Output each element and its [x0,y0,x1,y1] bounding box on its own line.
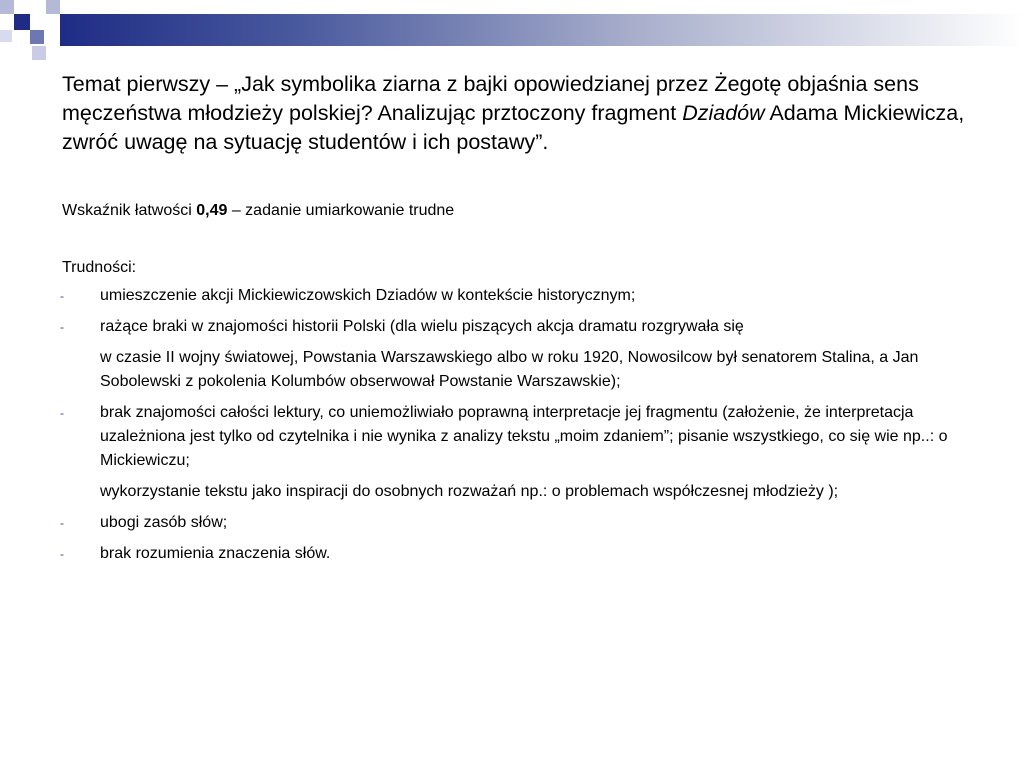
list-item-text: brak rozumienia znaczenia słów. [100,545,331,562]
deco-gradient-bar [60,14,1024,46]
slide-title [62,70,982,157]
deco-square-light-2 [46,0,60,14]
indicator-desc: – zadanie umiarkowanie trudne [227,202,455,219]
title-italic: Dziadów [682,101,765,125]
difficulties-list [62,284,982,566]
list-item [62,284,982,308]
list-item-continuation: w czasie II wojny światowej, Powstania Warszawskiego albo w roku 1920, Nowosilcow był senatorem Stalina, a Jan Sobolewski z pokolenia Kolumbów obserwował Powstanie Warszawskie); [100,349,919,390]
deco-square-light-4 [0,30,12,42]
bullet-dash: - [60,547,64,561]
indicator-label: Wskaźnik łatwości [62,202,197,219]
list-item [62,511,982,535]
title-part1: Temat pierwszy – „Jak symbolika ziarna z bajki opowiedzianej przez Żegotę objaśnia sens męczeństwa młodzieży polskiej? Analizując prztoczony fragment [62,72,919,125]
deco-square-light-1 [0,0,14,14]
difficulties-heading: Trudności: [62,259,137,276]
header-decoration [0,0,1024,70]
indicator-value: 0,49 [196,202,228,219]
list-item [62,315,982,339]
bullet-dash: - [60,320,64,334]
list-item-text: rażące braki w znajomości historii Polski (dla wielu piszących akcja dramatu rozgrywała się [100,318,744,335]
title-part2: Adama Mickiewicza, zwróć uwagę na sytuację studentów i ich postawy”. [62,101,965,154]
deco-square-dark-1 [14,14,30,30]
slide-content [62,70,982,573]
list-item-text: umieszczenie akcji Mickiewiczowskich Dziadów w kontekście historycznym; [100,287,636,304]
list-item-continuation: wykorzystanie tekstu jako inspiracji do osobnych rozważań np.: o problemach współczesnej młodzieży ); [100,483,839,500]
deco-square-mid-1 [30,30,44,44]
deco-square-light-3 [32,46,46,60]
difficulty-indicator [62,199,982,223]
list-item [62,542,982,566]
list-item [62,401,982,473]
bullet-dash: - [60,406,64,420]
bullet-dash: - [60,289,64,303]
list-item-text: brak znajomości całości lektury, co uniemożliwiało poprawną interpretacje jej fragmentu (założenie, że interpretacja uzależniona jest tylko od czytelnika i nie wynika z analizy tekstu „moim zdaniem”; pisanie wszystkiego, co się wie np..: o Mickiewiczu; [100,404,948,469]
list-item-text: ubogi zasób słów; [100,514,228,531]
bullet-dash: - [60,516,64,530]
